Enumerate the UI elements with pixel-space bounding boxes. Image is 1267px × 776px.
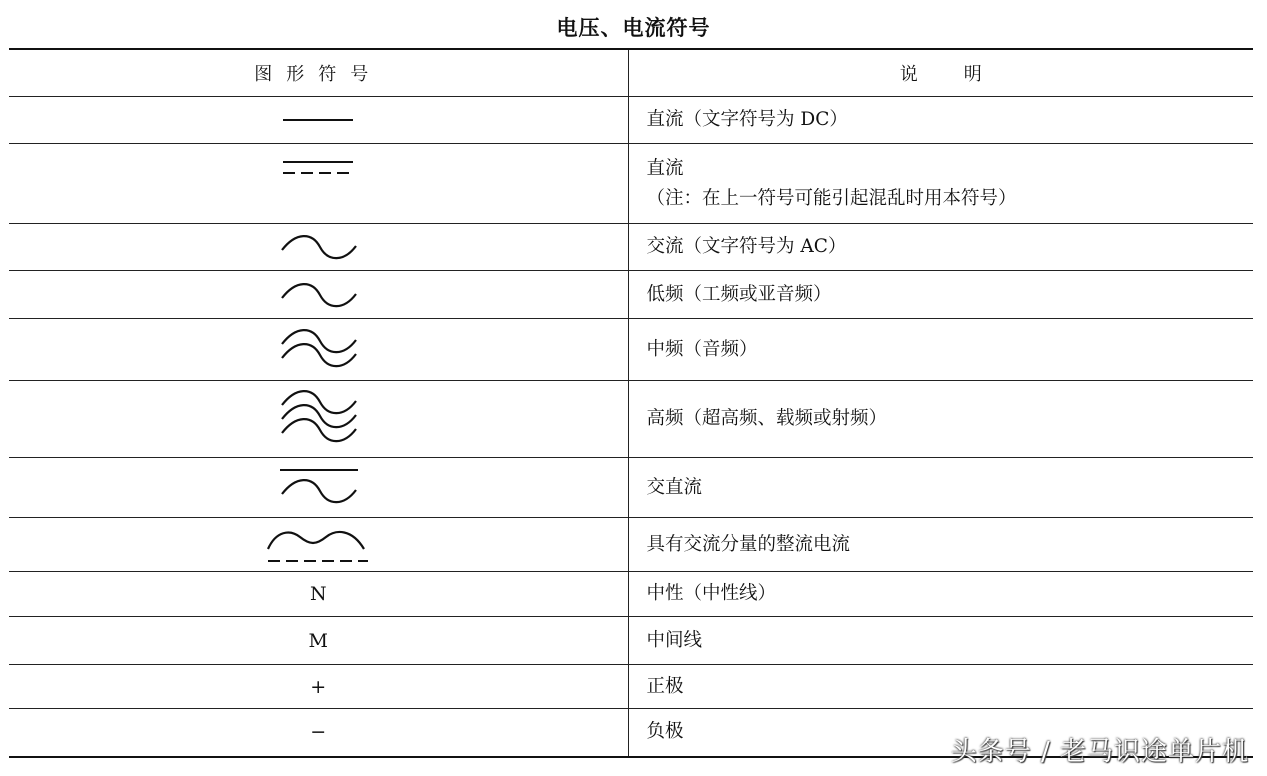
table-header-row bbox=[9, 49, 1253, 97]
desc-line: 具有交流分量的整流电流 bbox=[646, 533, 851, 555]
mid-freq-icon bbox=[268, 326, 368, 374]
desc-line: 低频（工频或亚音频） bbox=[646, 283, 832, 305]
table-row bbox=[9, 144, 1253, 224]
dc-line-icon bbox=[273, 110, 363, 130]
desc-cell bbox=[628, 381, 1253, 458]
watermark: 头条号 / 老马识途单片机 bbox=[950, 737, 1249, 767]
desc-cell bbox=[628, 617, 1253, 665]
symbol-letter-m: M bbox=[9, 617, 628, 665]
header-desc-a: 说 bbox=[899, 64, 918, 85]
desc-cell bbox=[628, 271, 1253, 319]
low-freq-icon bbox=[268, 278, 368, 312]
symbol-cell bbox=[9, 319, 628, 381]
symbol-minus: − bbox=[9, 709, 628, 757]
table-row bbox=[9, 518, 1253, 572]
desc-cell bbox=[628, 518, 1253, 572]
rectified-icon bbox=[258, 523, 378, 567]
ac-dc-icon bbox=[268, 464, 368, 512]
desc-cell bbox=[628, 224, 1253, 271]
header-description bbox=[628, 49, 1253, 97]
header-symbol: 图形符号 bbox=[9, 49, 628, 97]
symbol-cell bbox=[9, 97, 628, 144]
high-freq-icon bbox=[268, 387, 368, 451]
desc-cell bbox=[628, 572, 1253, 617]
symbol-plus: + bbox=[9, 665, 628, 709]
table-row bbox=[9, 97, 1253, 144]
symbol-cell bbox=[9, 224, 628, 271]
desc-cell bbox=[628, 665, 1253, 709]
symbol-table bbox=[9, 48, 1253, 758]
symbol-cell bbox=[9, 144, 628, 224]
desc-line: 高频（超高频、载频或射频） bbox=[646, 408, 888, 429]
table-row bbox=[9, 381, 1253, 458]
ac-wave-icon bbox=[268, 230, 368, 264]
desc-cell bbox=[628, 97, 1253, 144]
symbol-cell bbox=[9, 381, 628, 458]
table-row bbox=[9, 458, 1253, 518]
table-title: 电压、电流符号 bbox=[556, 16, 711, 40]
dc-dashed-icon bbox=[273, 156, 363, 180]
header-desc-b: 明 bbox=[963, 64, 982, 85]
table-row bbox=[9, 224, 1253, 271]
table-row bbox=[9, 665, 1253, 709]
desc-cell bbox=[628, 144, 1253, 224]
table-row bbox=[9, 319, 1253, 381]
desc-line: 中性（中性线） bbox=[646, 583, 777, 604]
desc-line: 交直流 bbox=[646, 476, 703, 498]
table-row bbox=[9, 617, 1253, 665]
symbol-letter-n: N bbox=[9, 572, 628, 617]
desc-line: 负极 bbox=[646, 721, 684, 743]
desc-line: 中频（音频） bbox=[646, 338, 758, 360]
table-row bbox=[9, 271, 1253, 319]
desc-line: （注：在上一符号可能引起混乱时用本符号） bbox=[646, 187, 1017, 209]
desc-line: 中间线 bbox=[646, 629, 703, 651]
desc-cell bbox=[628, 458, 1253, 518]
symbol-cell bbox=[9, 518, 628, 572]
desc-line: 直流（文字符号为 DC） bbox=[646, 109, 848, 130]
symbol-cell bbox=[9, 271, 628, 319]
desc-line: 直流 bbox=[646, 157, 684, 179]
desc-line: 交流（文字符号为 AC） bbox=[646, 236, 847, 257]
desc-line: 正极 bbox=[646, 675, 684, 697]
symbol-cell bbox=[9, 458, 628, 518]
table-row bbox=[9, 572, 1253, 617]
desc-cell bbox=[628, 319, 1253, 381]
